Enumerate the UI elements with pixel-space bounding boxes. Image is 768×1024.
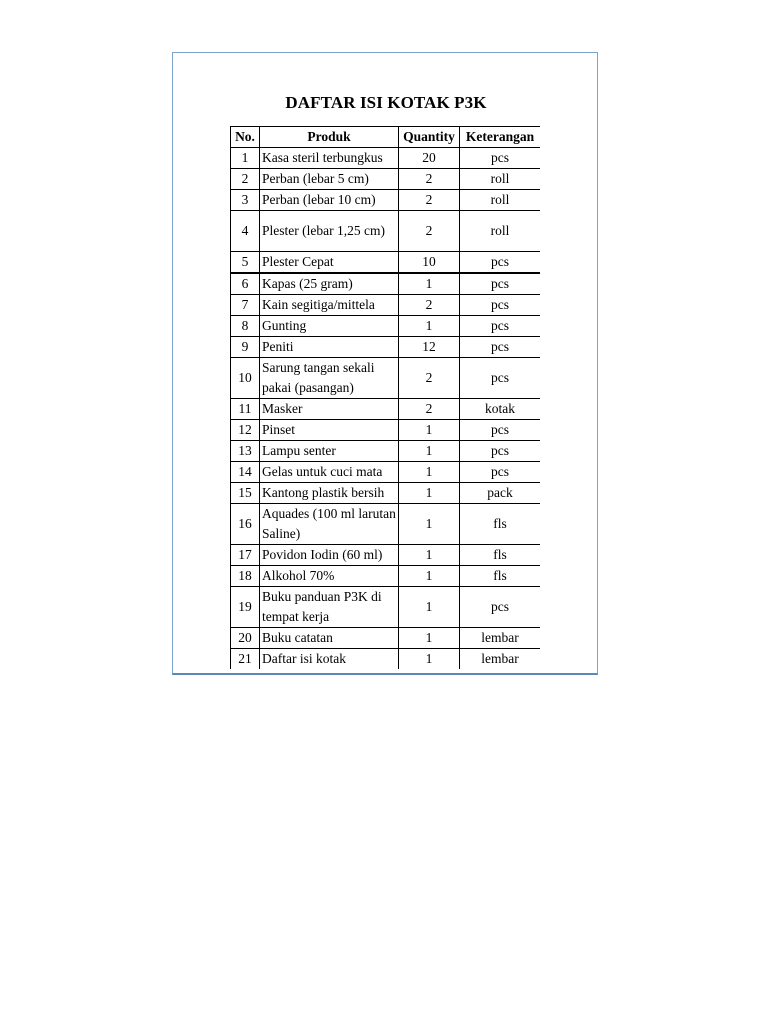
header-no: No. bbox=[231, 127, 260, 148]
cell-produk bbox=[260, 483, 399, 504]
cell-produk bbox=[260, 295, 399, 316]
cell-no bbox=[231, 566, 260, 587]
cell-produk bbox=[260, 545, 399, 566]
cell-no bbox=[231, 252, 260, 274]
cell-keterangan-text: pcs bbox=[491, 150, 509, 165]
cell-no-text: 8 bbox=[241, 318, 249, 333]
cell-no-text: 19 bbox=[238, 599, 252, 614]
cell-keterangan-text: roll bbox=[490, 192, 510, 207]
cell-produk-text: Masker bbox=[262, 401, 303, 416]
cell-quantity-text: 1 bbox=[425, 276, 433, 291]
cell-produk bbox=[260, 273, 399, 295]
cell-no bbox=[231, 420, 260, 441]
cell-produk bbox=[260, 316, 399, 337]
table-row bbox=[231, 316, 541, 337]
table-row bbox=[231, 295, 541, 316]
cell-no bbox=[231, 441, 260, 462]
table-row bbox=[231, 420, 541, 441]
cell-no-text: 16 bbox=[238, 516, 252, 531]
cell-keterangan-text: pcs bbox=[491, 339, 509, 354]
cell-quantity bbox=[399, 545, 460, 566]
table-header-row bbox=[231, 127, 541, 148]
cell-keterangan bbox=[460, 273, 541, 295]
cell-quantity-text: 1 bbox=[425, 599, 433, 614]
document-title: DAFTAR ISI KOTAK P3K bbox=[285, 93, 487, 112]
cell-no bbox=[231, 462, 260, 483]
cell-no-text: 20 bbox=[238, 630, 252, 645]
cell-quantity bbox=[399, 316, 460, 337]
cell-produk-text: Perban (lebar 10 cm) bbox=[262, 192, 376, 207]
document-page bbox=[172, 52, 598, 675]
cell-produk-text: Aquades (100 ml larutan Saline) bbox=[262, 506, 396, 541]
cell-quantity bbox=[399, 566, 460, 587]
cell-keterangan-text: fls bbox=[493, 547, 507, 562]
cell-quantity bbox=[399, 252, 460, 274]
table-row bbox=[231, 483, 541, 504]
cell-quantity-text: 2 bbox=[425, 223, 433, 238]
cell-produk bbox=[260, 566, 399, 587]
cell-produk-text: Lampu senter bbox=[262, 443, 336, 458]
cell-keterangan bbox=[460, 504, 541, 545]
cell-produk-text: Pinset bbox=[262, 422, 296, 437]
cell-keterangan-text: pcs bbox=[491, 297, 509, 312]
cell-quantity-text: 1 bbox=[425, 443, 433, 458]
cell-produk-text: Povidon Iodin (60 ml) bbox=[262, 547, 383, 562]
cell-keterangan bbox=[460, 649, 541, 670]
cell-quantity bbox=[399, 211, 460, 252]
cell-produk bbox=[260, 420, 399, 441]
cell-keterangan bbox=[460, 545, 541, 566]
cell-quantity-text: 1 bbox=[425, 516, 433, 531]
cell-keterangan bbox=[460, 337, 541, 358]
cell-produk bbox=[260, 148, 399, 169]
cell-keterangan-text: lembar bbox=[481, 651, 519, 666]
cell-produk bbox=[260, 628, 399, 649]
table-row bbox=[231, 337, 541, 358]
cell-no bbox=[231, 211, 260, 252]
cell-keterangan-text: pcs bbox=[491, 276, 509, 291]
cell-no bbox=[231, 337, 260, 358]
cell-keterangan-text: lembar bbox=[481, 630, 519, 645]
cell-no-text: 2 bbox=[241, 171, 249, 186]
cell-produk bbox=[260, 441, 399, 462]
table-row bbox=[231, 628, 541, 649]
cell-no-text: 14 bbox=[238, 464, 252, 479]
cell-quantity bbox=[399, 273, 460, 295]
cell-quantity bbox=[399, 483, 460, 504]
header-keterangan: Keterangan bbox=[460, 127, 541, 148]
cell-keterangan bbox=[460, 399, 541, 420]
cell-no-text: 18 bbox=[238, 568, 252, 583]
cell-keterangan bbox=[460, 316, 541, 337]
cell-quantity bbox=[399, 190, 460, 211]
cell-keterangan-text: kotak bbox=[485, 401, 515, 416]
cell-keterangan-text: pcs bbox=[491, 422, 509, 437]
cell-no bbox=[231, 545, 260, 566]
cell-keterangan bbox=[460, 566, 541, 587]
cell-no-text: 17 bbox=[238, 547, 252, 562]
cell-quantity bbox=[399, 399, 460, 420]
cell-keterangan bbox=[460, 628, 541, 649]
cell-no bbox=[231, 148, 260, 169]
cell-no-text: 6 bbox=[241, 276, 249, 291]
cell-quantity-text: 2 bbox=[425, 297, 433, 312]
cell-keterangan-text: pcs bbox=[491, 464, 509, 479]
table-row bbox=[231, 252, 541, 274]
cell-no bbox=[231, 316, 260, 337]
cell-keterangan bbox=[460, 441, 541, 462]
cell-no-text: 11 bbox=[238, 401, 252, 416]
cell-produk-text: Buku panduan P3K di tempat kerja bbox=[262, 589, 382, 624]
cell-quantity bbox=[399, 462, 460, 483]
cell-no bbox=[231, 399, 260, 420]
cell-keterangan-text: pack bbox=[487, 485, 513, 500]
cell-keterangan bbox=[460, 483, 541, 504]
cell-keterangan-text: pcs bbox=[491, 318, 509, 333]
cell-produk-text: Plester (lebar 1,25 cm) bbox=[262, 223, 385, 238]
cell-keterangan bbox=[460, 420, 541, 441]
cell-quantity bbox=[399, 169, 460, 190]
cell-quantity-text: 1 bbox=[425, 422, 433, 437]
cell-no bbox=[231, 628, 260, 649]
cell-quantity bbox=[399, 148, 460, 169]
cell-produk bbox=[260, 649, 399, 670]
cell-quantity-text: 1 bbox=[425, 568, 433, 583]
cell-quantity-text: 1 bbox=[425, 547, 433, 562]
cell-produk-text: Kapas (25 gram) bbox=[262, 276, 353, 291]
cell-keterangan bbox=[460, 169, 541, 190]
cell-no-text: 10 bbox=[238, 370, 252, 385]
table-row bbox=[231, 358, 541, 399]
cell-keterangan bbox=[460, 462, 541, 483]
cell-quantity-text: 2 bbox=[425, 171, 433, 186]
cell-no bbox=[231, 169, 260, 190]
table-row bbox=[231, 169, 541, 190]
cell-keterangan bbox=[460, 148, 541, 169]
cell-no-text: 12 bbox=[238, 422, 252, 437]
cell-keterangan-text: roll bbox=[490, 223, 510, 238]
table-body bbox=[231, 148, 541, 670]
cell-keterangan-text: pcs bbox=[491, 443, 509, 458]
cell-keterangan-text: roll bbox=[490, 171, 510, 186]
cell-keterangan bbox=[460, 358, 541, 399]
cell-quantity-text: 2 bbox=[425, 192, 433, 207]
cell-no-text: 7 bbox=[241, 297, 249, 312]
table-row bbox=[231, 273, 541, 295]
cell-produk-text: Peniti bbox=[262, 339, 294, 354]
cell-keterangan bbox=[460, 211, 541, 252]
cell-no bbox=[231, 190, 260, 211]
header-quantity: Quantity bbox=[399, 127, 460, 148]
cell-keterangan bbox=[460, 587, 541, 628]
cell-no-text: 5 bbox=[241, 254, 249, 269]
cell-no-text: 21 bbox=[238, 651, 252, 666]
table-row bbox=[231, 504, 541, 545]
cell-quantity-text: 12 bbox=[422, 339, 436, 354]
table-row bbox=[231, 148, 541, 169]
cell-quantity-text: 2 bbox=[425, 401, 433, 416]
cell-quantity bbox=[399, 649, 460, 670]
cell-quantity-text: 1 bbox=[425, 651, 433, 666]
cell-keterangan bbox=[460, 252, 541, 274]
cell-no-text: 1 bbox=[241, 150, 249, 165]
cell-quantity-text: 1 bbox=[425, 464, 433, 479]
cell-keterangan-text: pcs bbox=[491, 254, 509, 269]
cell-keterangan bbox=[460, 190, 541, 211]
cell-quantity-text: 1 bbox=[425, 630, 433, 645]
header-produk: Produk bbox=[260, 127, 399, 148]
cell-produk-text: Daftar isi kotak bbox=[262, 651, 346, 666]
table-row bbox=[231, 399, 541, 420]
cell-no bbox=[231, 649, 260, 670]
cell-produk bbox=[260, 358, 399, 399]
cell-keterangan-text: fls bbox=[493, 568, 507, 583]
cell-quantity bbox=[399, 504, 460, 545]
table-row bbox=[231, 211, 541, 252]
table-row bbox=[231, 587, 541, 628]
cell-produk-text: Gelas untuk cuci mata bbox=[262, 464, 383, 479]
cell-produk bbox=[260, 337, 399, 358]
cell-keterangan bbox=[460, 295, 541, 316]
cell-no-text: 15 bbox=[238, 485, 252, 500]
cell-produk-text: Sarung tangan sekali pakai (pasangan) bbox=[262, 360, 375, 395]
table-row bbox=[231, 545, 541, 566]
cell-produk bbox=[260, 252, 399, 274]
cell-quantity bbox=[399, 420, 460, 441]
cell-produk-text: Perban (lebar 5 cm) bbox=[262, 171, 369, 186]
table-row bbox=[231, 462, 541, 483]
cell-quantity bbox=[399, 337, 460, 358]
cell-produk-text: Kantong plastik bersih bbox=[262, 485, 385, 500]
cell-no bbox=[231, 358, 260, 399]
cell-no bbox=[231, 295, 260, 316]
cell-quantity bbox=[399, 441, 460, 462]
cell-quantity-text: 2 bbox=[425, 370, 433, 385]
cell-no-text: 3 bbox=[241, 192, 249, 207]
cell-produk bbox=[260, 190, 399, 211]
cell-produk-text: Alkohol 70% bbox=[262, 568, 335, 583]
cell-quantity-text: 1 bbox=[425, 318, 433, 333]
cell-produk bbox=[260, 169, 399, 190]
cell-produk bbox=[260, 504, 399, 545]
cell-no bbox=[231, 483, 260, 504]
cell-no-text: 9 bbox=[241, 339, 249, 354]
cell-no-text: 4 bbox=[241, 223, 249, 238]
cell-produk-text: Gunting bbox=[262, 318, 307, 333]
cell-quantity bbox=[399, 295, 460, 316]
cell-quantity-text: 10 bbox=[422, 254, 436, 269]
cell-produk bbox=[260, 211, 399, 252]
cell-quantity bbox=[399, 587, 460, 628]
cell-quantity bbox=[399, 628, 460, 649]
cell-quantity-text: 1 bbox=[425, 485, 433, 500]
cell-produk bbox=[260, 462, 399, 483]
cell-no bbox=[231, 273, 260, 295]
cell-no bbox=[231, 587, 260, 628]
cell-keterangan-text: fls bbox=[493, 516, 507, 531]
cell-produk-text: Plester Cepat bbox=[262, 254, 334, 269]
cell-keterangan-text: pcs bbox=[491, 599, 509, 614]
table-row bbox=[231, 566, 541, 587]
cell-produk-text: Kasa steril terbungkus bbox=[262, 150, 383, 165]
cell-no-text: 13 bbox=[238, 443, 252, 458]
cell-produk bbox=[260, 399, 399, 420]
cell-produk-text: Buku catatan bbox=[262, 630, 333, 645]
cell-produk bbox=[260, 587, 399, 628]
table-row bbox=[231, 441, 541, 462]
cell-quantity bbox=[399, 358, 460, 399]
cell-keterangan-text: pcs bbox=[491, 370, 509, 385]
table-row bbox=[231, 649, 541, 670]
cell-no bbox=[231, 504, 260, 545]
cell-quantity-text: 20 bbox=[422, 150, 436, 165]
items-table bbox=[230, 126, 540, 669]
table-row bbox=[231, 190, 541, 211]
cell-produk-text: Kain segitiga/mittela bbox=[262, 297, 375, 312]
